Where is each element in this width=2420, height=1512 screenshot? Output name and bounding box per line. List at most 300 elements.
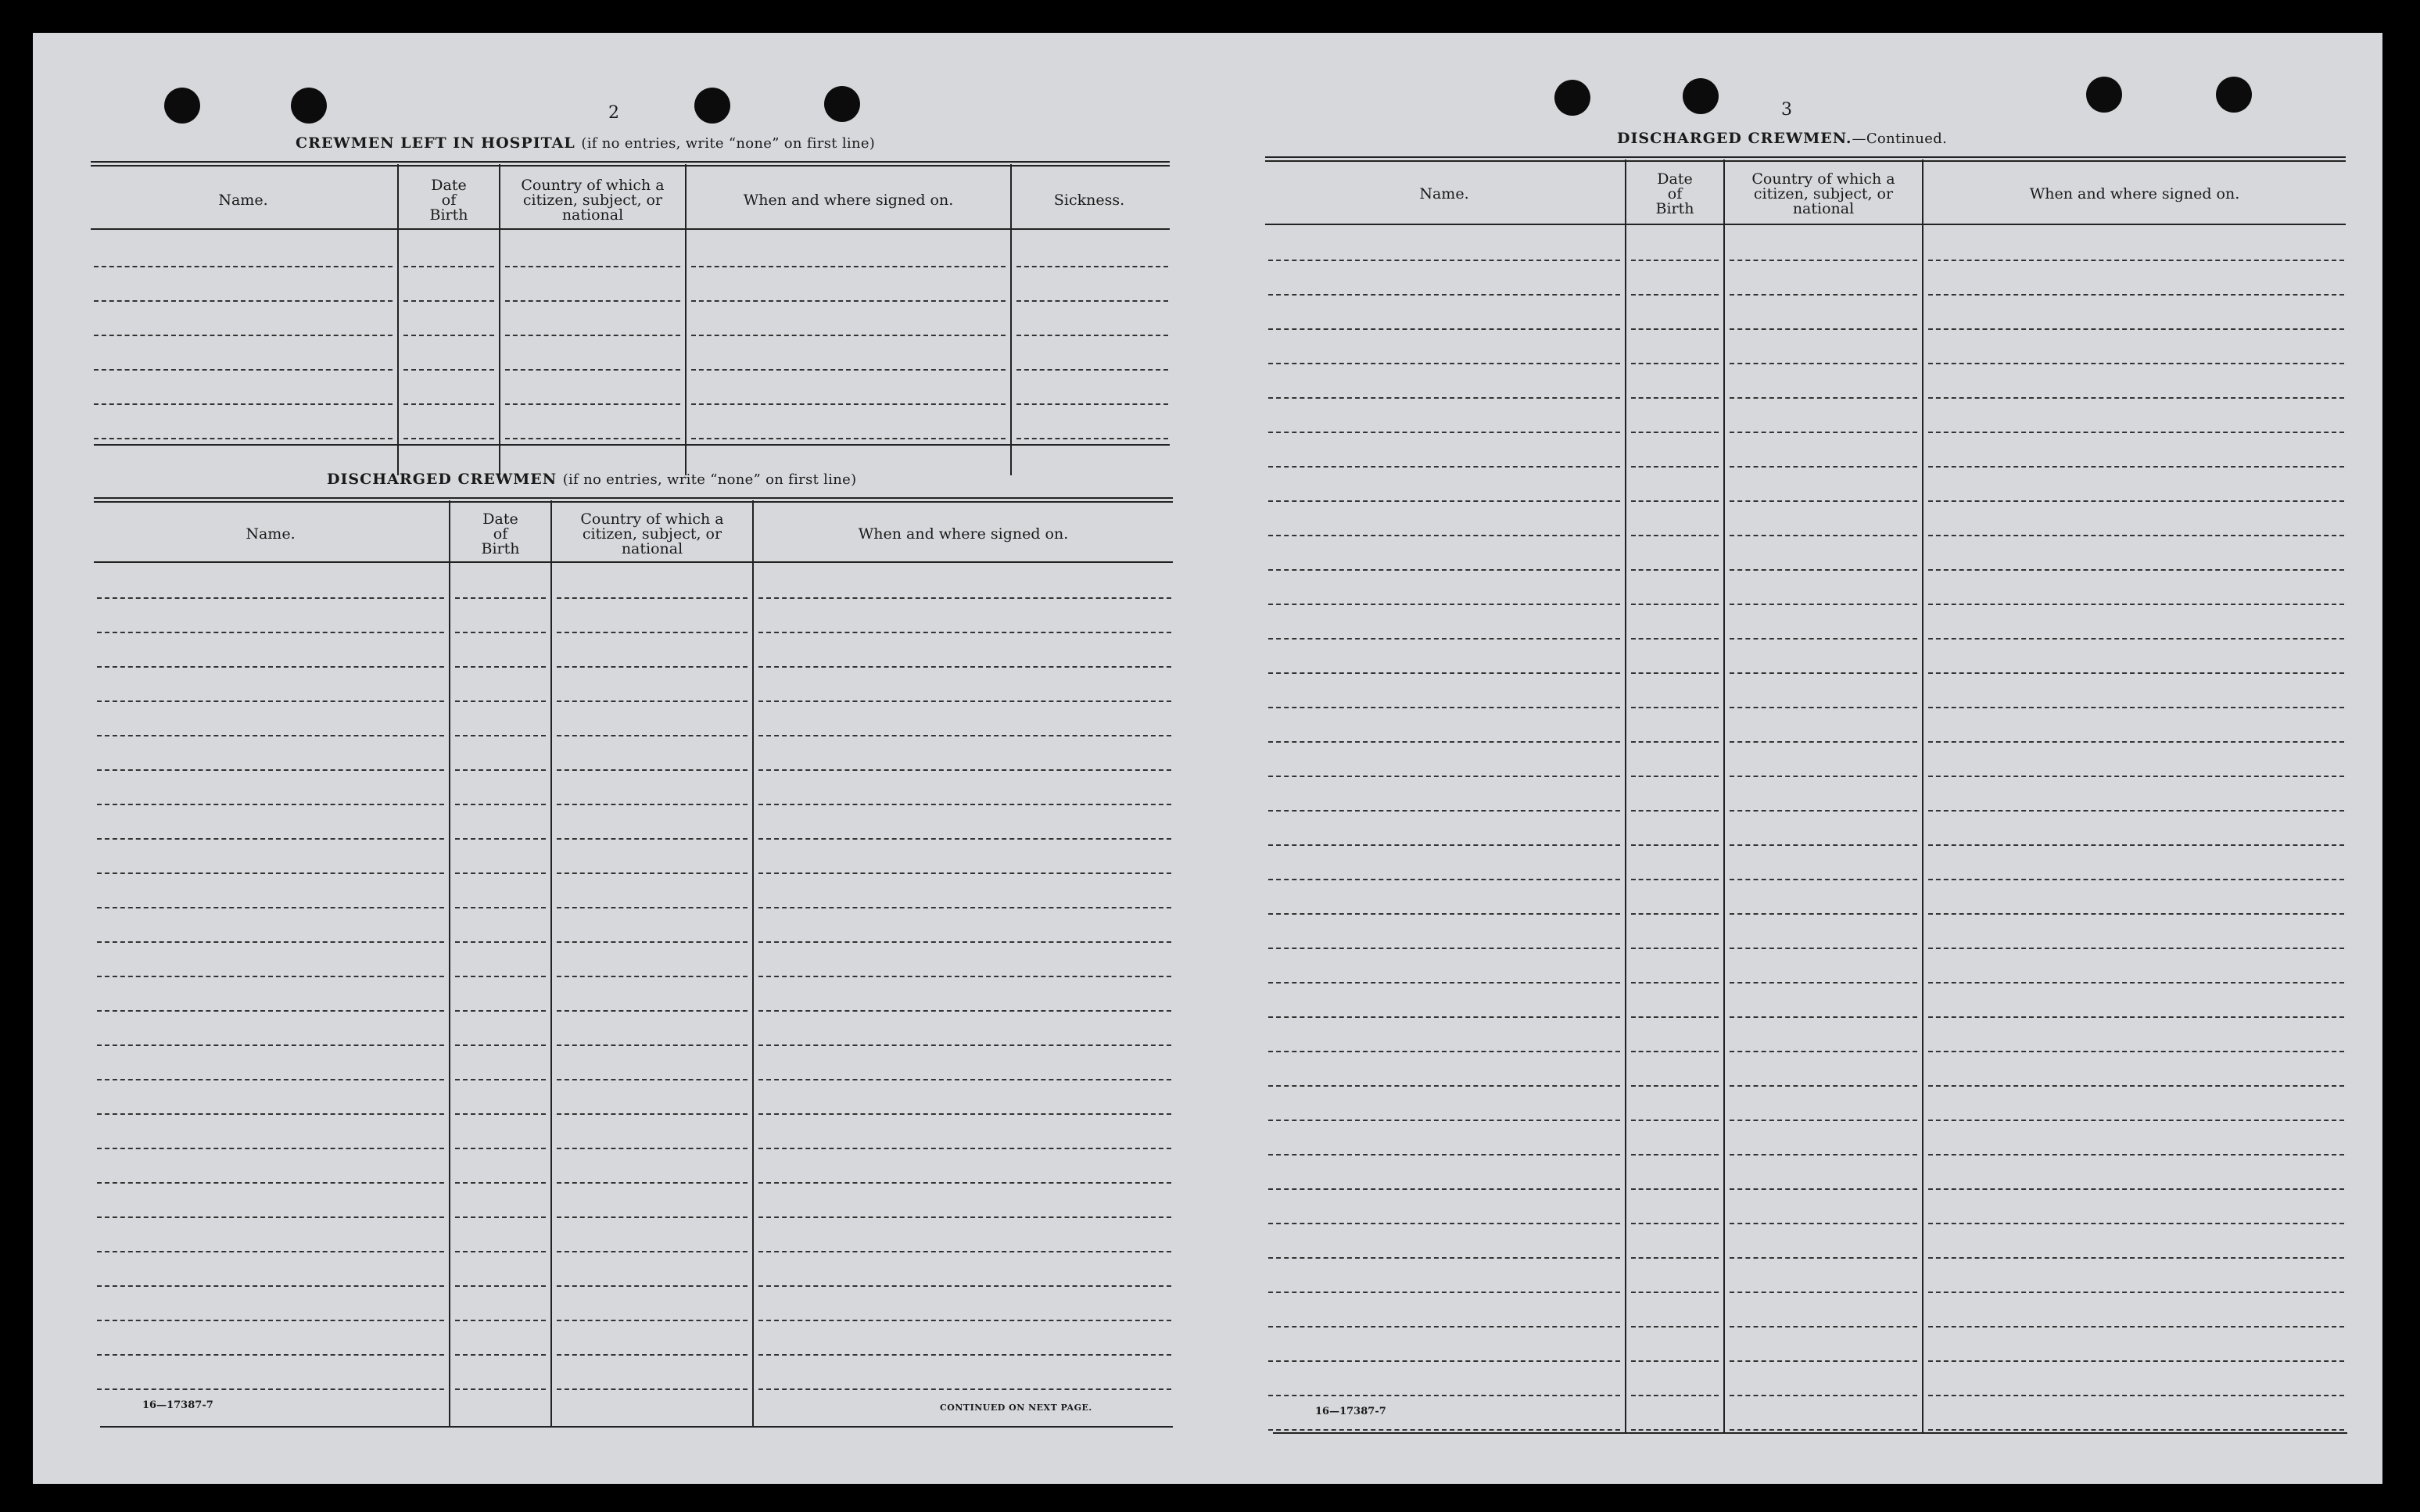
blank-entry-line[interactable] [1268,363,1620,364]
blank-entry-line[interactable] [1928,913,2344,915]
blank-entry-line[interactable] [1268,535,1620,536]
blank-entry-line[interactable] [691,335,1006,336]
blank-entry-line[interactable] [97,941,444,943]
blank-entry-line[interactable] [403,403,494,405]
blank-entry-line[interactable] [557,1320,748,1321]
blank-entry-line[interactable] [1730,1016,1917,1018]
discharged-col-divider [449,500,450,1428]
blank-entry-line[interactable] [455,700,546,702]
blank-entry-line[interactable] [455,666,546,668]
blank-entry-line[interactable] [1268,982,1620,984]
blank-entry-line[interactable] [1631,982,1719,984]
blank-entry-line[interactable] [758,1354,1171,1356]
blank-entry-line[interactable] [1631,1257,1719,1259]
blank-entry-line[interactable] [455,769,546,771]
blank-entry-line[interactable] [1730,1429,1917,1431]
blank-entry-line[interactable] [557,1285,748,1287]
blank-entry-line[interactable] [97,1285,444,1287]
hospital-title-note: (if no entries, write “none” on first line) [581,135,876,152]
blank-entry-line[interactable] [1268,948,1620,949]
blank-entry-line[interactable] [1631,1223,1719,1224]
blank-entry-line[interactable] [1730,1257,1917,1259]
blank-entry-line[interactable] [1928,1188,2344,1190]
continued-table-bottom-rule [1273,1432,2347,1434]
blank-entry-line[interactable] [691,403,1006,405]
blank-entry-line[interactable] [1730,294,1917,296]
blank-entry-line[interactable] [455,1079,546,1080]
blank-entry-line[interactable] [1631,363,1719,364]
blank-entry-line[interactable] [455,1044,546,1046]
blank-entry-line[interactable] [1268,1429,1620,1431]
punch-hole [1554,80,1590,116]
blank-entry-line[interactable] [1268,672,1620,674]
blank-entry-line[interactable] [557,1354,748,1356]
discharged-col-divider [550,500,552,1428]
blank-entry-line[interactable] [557,872,748,874]
blank-entry-line[interactable] [1631,1326,1719,1327]
blank-entry-line[interactable] [557,666,748,668]
blank-entry-line[interactable] [94,300,393,302]
blank-entry-line[interactable] [455,597,546,599]
blank-entry-line[interactable] [1631,500,1719,502]
blank-entry-line[interactable] [1928,1292,2344,1293]
blank-entry-line[interactable] [1928,672,2344,674]
blank-entry-line[interactable] [1730,1326,1917,1327]
blank-entry-line[interactable] [1631,535,1719,536]
blank-entry-line[interactable] [1268,397,1620,399]
blank-entry-line[interactable] [1631,260,1719,261]
punch-hole [291,88,327,124]
blank-entry-line[interactable] [455,1148,546,1149]
blank-entry-line[interactable] [1730,741,1917,743]
blank-entry-line[interactable] [557,1148,748,1149]
blank-entry-line[interactable] [758,700,1171,702]
blank-entry-line[interactable] [1730,1085,1917,1087]
blank-entry-line[interactable] [97,632,444,633]
blank-entry-line[interactable] [1268,1085,1620,1087]
blank-entry-line[interactable] [1268,1292,1620,1293]
blank-entry-line[interactable] [97,1182,444,1184]
blank-entry-line[interactable] [758,1113,1171,1115]
blank-entry-line[interactable] [1928,741,2344,743]
punch-hole [824,86,860,122]
blank-entry-line[interactable] [97,1044,444,1046]
discharged-header-signed-on: When and where signed on. [858,525,1069,543]
blank-entry-line[interactable] [1730,432,1917,433]
blank-entry-line[interactable] [1268,328,1620,330]
blank-entry-line[interactable] [1928,1085,2344,1087]
discharged-table-top-rule [94,497,1173,503]
blank-entry-line[interactable] [1631,1051,1719,1052]
blank-entry-line[interactable] [1730,466,1917,468]
blank-entry-line[interactable] [1730,604,1917,605]
form-code-left: 16—17387-7 [142,1399,213,1411]
blank-entry-line[interactable] [557,1010,748,1012]
blank-entry-line[interactable] [1928,810,2344,812]
blank-entry-line[interactable] [97,1216,444,1218]
blank-entry-line[interactable] [1631,569,1719,571]
blank-entry-line[interactable] [1631,1120,1719,1121]
discharged-col-divider [752,500,754,1428]
discharged-header-name: Name. [246,525,296,543]
blank-entry-line[interactable] [1730,1188,1917,1190]
blank-entry-line[interactable] [1730,879,1917,880]
blank-entry-line[interactable] [1631,741,1719,743]
blank-entry-line[interactable] [1730,328,1917,330]
blank-entry-line[interactable] [1268,844,1620,846]
blank-entry-line[interactable] [1631,1429,1719,1431]
blank-entry-line[interactable] [1631,1016,1719,1018]
blank-entry-line[interactable] [1631,776,1719,777]
blank-entry-line[interactable] [1631,844,1719,846]
blank-entry-line[interactable] [1928,569,2344,571]
blank-entry-line[interactable] [1268,1188,1620,1190]
blank-entry-line[interactable] [691,300,1006,302]
blank-entry-line[interactable] [1928,948,2344,949]
blank-entry-line[interactable] [1268,741,1620,743]
blank-entry-line[interactable] [1928,328,2344,330]
blank-entry-line[interactable] [1268,1051,1620,1052]
blank-entry-line[interactable] [1928,1051,2344,1052]
blank-entry-line[interactable] [1016,403,1168,405]
hospital-col-divider [1010,164,1012,475]
blank-entry-line[interactable] [691,369,1006,371]
blank-entry-line[interactable] [758,804,1171,805]
blank-entry-line[interactable] [1928,844,2344,846]
blank-entry-line[interactable] [1928,260,2344,261]
blank-entry-line[interactable] [97,735,444,736]
blank-entry-line[interactable] [1631,948,1719,949]
blank-entry-line[interactable] [1268,1223,1620,1224]
blank-entry-line[interactable] [403,369,494,371]
blank-entry-line[interactable] [455,1388,546,1390]
blank-entry-line[interactable] [505,438,680,439]
blank-entry-line[interactable] [1730,672,1917,674]
hospital-table-top-rule [91,161,1170,167]
blank-entry-line[interactable] [557,1251,748,1252]
discharged-table-bottom-rule [100,1426,1173,1428]
blank-entry-line[interactable] [1928,363,2344,364]
blank-entry-line[interactable] [1730,500,1917,502]
blank-entry-line[interactable] [758,1251,1171,1252]
blank-entry-line[interactable] [1730,1292,1917,1293]
blank-entry-line[interactable] [758,1285,1171,1287]
blank-entry-line[interactable] [455,735,546,736]
blank-entry-line[interactable] [455,941,546,943]
blank-entry-line[interactable] [1730,948,1917,949]
punch-hole [2216,77,2252,113]
blank-entry-line[interactable] [97,804,444,805]
blank-entry-line[interactable] [455,907,546,908]
blank-entry-line[interactable] [455,1251,546,1252]
blank-entry-line[interactable] [1631,397,1719,399]
blank-entry-line[interactable] [758,1388,1171,1390]
blank-entry-line[interactable] [1928,1360,2344,1362]
blank-entry-line[interactable] [758,666,1171,668]
blank-entry-line[interactable] [1268,604,1620,605]
blank-entry-line[interactable] [1631,604,1719,605]
blank-entry-line[interactable] [1631,672,1719,674]
blank-entry-line[interactable] [1268,432,1620,433]
blank-entry-line[interactable] [557,804,748,805]
blank-entry-line[interactable] [1631,810,1719,812]
blank-entry-line[interactable] [1730,810,1917,812]
blank-entry-line[interactable] [1016,300,1168,302]
blank-entry-line[interactable] [1928,638,2344,640]
blank-entry-line[interactable] [758,872,1171,874]
page-number: 3 [1781,100,1792,120]
blank-entry-line[interactable] [97,769,444,771]
blank-entry-line[interactable] [97,666,444,668]
blank-entry-line[interactable] [505,335,680,336]
blank-entry-line[interactable] [1268,810,1620,812]
blank-entry-line[interactable] [1928,294,2344,296]
blank-entry-line[interactable] [97,1079,444,1080]
blank-entry-line[interactable] [1730,260,1917,261]
discharged-section-title [327,471,856,488]
blank-entry-line[interactable] [1631,1360,1719,1362]
blank-entry-line[interactable] [557,1079,748,1080]
blank-entry-line[interactable] [557,597,748,599]
blank-entry-line[interactable] [97,597,444,599]
blank-entry-line[interactable] [403,300,494,302]
blank-entry-line[interactable] [1928,982,2344,984]
blank-entry-line[interactable] [1730,776,1917,777]
blank-entry-line[interactable] [758,941,1171,943]
hospital-col-divider [397,164,399,475]
blank-entry-line[interactable] [505,300,680,302]
blank-entry-line[interactable] [455,1010,546,1012]
hospital-header-signed-on: When and where signed on. [743,191,954,209]
blank-entry-line[interactable] [455,1354,546,1356]
blank-entry-line[interactable] [97,700,444,702]
blank-entry-line[interactable] [1268,260,1620,261]
blank-entry-line[interactable] [557,769,748,771]
blank-entry-line[interactable] [1268,1154,1620,1155]
blank-entry-line[interactable] [1730,1051,1917,1052]
blank-entry-line[interactable] [1268,913,1620,915]
blank-entry-line[interactable] [455,1320,546,1321]
blank-entry-line[interactable] [505,369,680,371]
blank-entry-line[interactable] [455,804,546,805]
blank-entry-line[interactable] [97,1113,444,1115]
blank-entry-line[interactable] [557,700,748,702]
blank-entry-line[interactable] [1631,707,1719,708]
blank-entry-line[interactable] [1268,1016,1620,1018]
continued-header-country: Country of which a citizen, subject, or national [1751,170,1895,217]
blank-entry-line[interactable] [1928,1257,2344,1259]
blank-entry-line[interactable] [557,735,748,736]
blank-entry-line[interactable] [1730,397,1917,399]
discharged-title-note: (if no entries, write “none” on first line) [562,471,857,488]
blank-entry-line[interactable] [1631,1085,1719,1087]
blank-entry-line[interactable] [97,1148,444,1149]
blank-entry-line[interactable] [1730,1395,1917,1396]
blank-entry-line[interactable] [1730,1154,1917,1155]
blank-entry-line[interactable] [97,838,444,840]
blank-entry-line[interactable] [97,1251,444,1252]
blank-entry-line[interactable] [97,1010,444,1012]
blank-entry-line[interactable] [557,1182,748,1184]
blank-entry-line[interactable] [1928,1326,2344,1327]
blank-entry-line[interactable] [1631,466,1719,468]
continued-col-divider [1922,159,1923,1434]
blank-entry-line[interactable] [455,838,546,840]
blank-entry-line[interactable] [1928,1154,2344,1155]
hospital-header-name: Name. [218,191,268,209]
blank-entry-line[interactable] [455,872,546,874]
blank-entry-line[interactable] [1928,776,2344,777]
blank-entry-line[interactable] [1928,1016,2344,1018]
blank-entry-line[interactable] [557,1388,748,1390]
blank-entry-line[interactable] [758,735,1171,736]
blank-entry-line[interactable] [557,838,748,840]
blank-entry-line[interactable] [403,266,494,267]
blank-entry-line[interactable] [455,1216,546,1218]
blank-entry-line[interactable] [557,1216,748,1218]
blank-entry-line[interactable] [1268,1326,1620,1327]
blank-entry-line[interactable] [97,1354,444,1356]
blank-entry-line[interactable] [758,1079,1171,1080]
blank-entry-line[interactable] [1730,569,1917,571]
blank-entry-line[interactable] [1631,1154,1719,1155]
blank-entry-line[interactable] [1631,638,1719,640]
blank-entry-line[interactable] [557,941,748,943]
blank-entry-line[interactable] [1268,776,1620,777]
blank-entry-line[interactable] [1730,1120,1917,1121]
blank-entry-line[interactable] [97,872,444,874]
discharged-header-dob: Date of Birth [481,510,520,557]
blank-entry-line[interactable] [1268,1360,1620,1362]
discharged-continued-title [1617,130,1947,147]
blank-entry-line[interactable] [1631,1395,1719,1396]
blank-entry-line[interactable] [1631,1188,1719,1190]
blank-entry-line[interactable] [1268,1120,1620,1121]
blank-entry-line[interactable] [758,769,1171,771]
blank-entry-line[interactable] [1016,438,1168,439]
blank-entry-line[interactable] [758,907,1171,908]
blank-entry-line[interactable] [1268,638,1620,640]
continued-header-name: Name. [1419,185,1469,202]
blank-entry-line[interactable] [1730,1360,1917,1362]
blank-entry-line[interactable] [1016,335,1168,336]
blank-entry-line[interactable] [1268,569,1620,571]
blank-entry-line[interactable] [557,976,748,977]
blank-entry-line[interactable] [1631,913,1719,915]
blank-entry-line[interactable] [691,438,1006,439]
blank-entry-line[interactable] [1268,294,1620,296]
blank-entry-line[interactable] [1631,879,1719,880]
blank-entry-line[interactable] [1730,982,1917,984]
hospital-header-dob: Date of Birth [429,176,468,224]
blank-entry-line[interactable] [97,907,444,908]
blank-entry-line[interactable] [758,597,1171,599]
blank-entry-line[interactable] [505,403,680,405]
blank-entry-line[interactable] [1730,707,1917,708]
blank-entry-line[interactable] [1268,466,1620,468]
blank-entry-line[interactable] [758,1216,1171,1218]
blank-entry-line[interactable] [1928,879,2344,880]
blank-entry-line[interactable] [1730,1223,1917,1224]
blank-entry-line[interactable] [94,403,393,405]
blank-entry-line[interactable] [1730,363,1917,364]
blank-entry-line[interactable] [557,1113,748,1115]
blank-entry-line[interactable] [1631,294,1719,296]
blank-entry-line[interactable] [94,266,393,267]
continued-header-rule [1265,224,2346,225]
punch-hole [164,88,200,124]
blank-entry-line[interactable] [758,632,1171,633]
blank-entry-line[interactable] [455,1182,546,1184]
blank-entry-line[interactable] [1928,535,2344,536]
blank-entry-line[interactable] [455,1285,546,1287]
punch-hole [1683,78,1719,114]
blank-entry-line[interactable] [94,438,393,439]
blank-entry-line[interactable] [1268,500,1620,502]
blank-entry-line[interactable] [1928,466,2344,468]
blank-entry-line[interactable] [1730,844,1917,846]
blank-entry-line[interactable] [1928,397,2344,399]
blank-entry-line[interactable] [557,907,748,908]
continued-col-divider [1723,159,1725,1434]
blank-entry-line[interactable] [1928,604,2344,605]
blank-entry-line[interactable] [1928,1223,2344,1224]
blank-entry-line[interactable] [455,976,546,977]
blank-entry-line[interactable] [505,266,680,267]
blank-entry-line[interactable] [691,266,1006,267]
blank-entry-line[interactable] [1730,535,1917,536]
blank-entry-line[interactable] [94,369,393,371]
blank-entry-line[interactable] [1631,328,1719,330]
blank-entry-line[interactable] [758,1148,1171,1149]
blank-entry-line[interactable] [455,1113,546,1115]
blank-entry-line[interactable] [1631,1292,1719,1293]
blank-entry-line[interactable] [97,1320,444,1321]
blank-entry-line[interactable] [758,1182,1171,1184]
blank-entry-line[interactable] [1928,1120,2344,1121]
blank-entry-line[interactable] [758,1044,1171,1046]
blank-entry-line[interactable] [758,1010,1171,1012]
blank-entry-line[interactable] [758,1320,1171,1321]
blank-entry-line[interactable] [403,335,494,336]
discharged-title-main: DISCHARGED CREWMEN [327,471,557,488]
blank-entry-line[interactable] [97,1388,444,1390]
blank-entry-line[interactable] [1631,432,1719,433]
blank-entry-line[interactable] [1730,638,1917,640]
blank-entry-line[interactable] [1268,1395,1620,1396]
blank-entry-line[interactable] [758,838,1171,840]
blank-entry-line[interactable] [455,632,546,633]
blank-entry-line[interactable] [1928,707,2344,708]
blank-entry-line[interactable] [403,438,494,439]
blank-entry-line[interactable] [1016,266,1168,267]
blank-entry-line[interactable] [1016,369,1168,371]
blank-entry-line[interactable] [97,976,444,977]
blank-entry-line[interactable] [557,632,748,633]
blank-entry-line[interactable] [557,1044,748,1046]
blank-entry-line[interactable] [1268,707,1620,708]
blank-entry-line[interactable] [1268,1257,1620,1259]
blank-entry-line[interactable] [1730,913,1917,915]
blank-entry-line[interactable] [1928,432,2344,433]
blank-entry-line[interactable] [1928,500,2344,502]
blank-entry-line[interactable] [1928,1395,2344,1396]
blank-entry-line[interactable] [758,976,1171,977]
scanned-form-sheet [33,33,2382,1484]
blank-entry-line[interactable] [94,335,393,336]
blank-entry-line[interactable] [1928,1429,2344,1431]
blank-entry-line[interactable] [1268,879,1620,880]
